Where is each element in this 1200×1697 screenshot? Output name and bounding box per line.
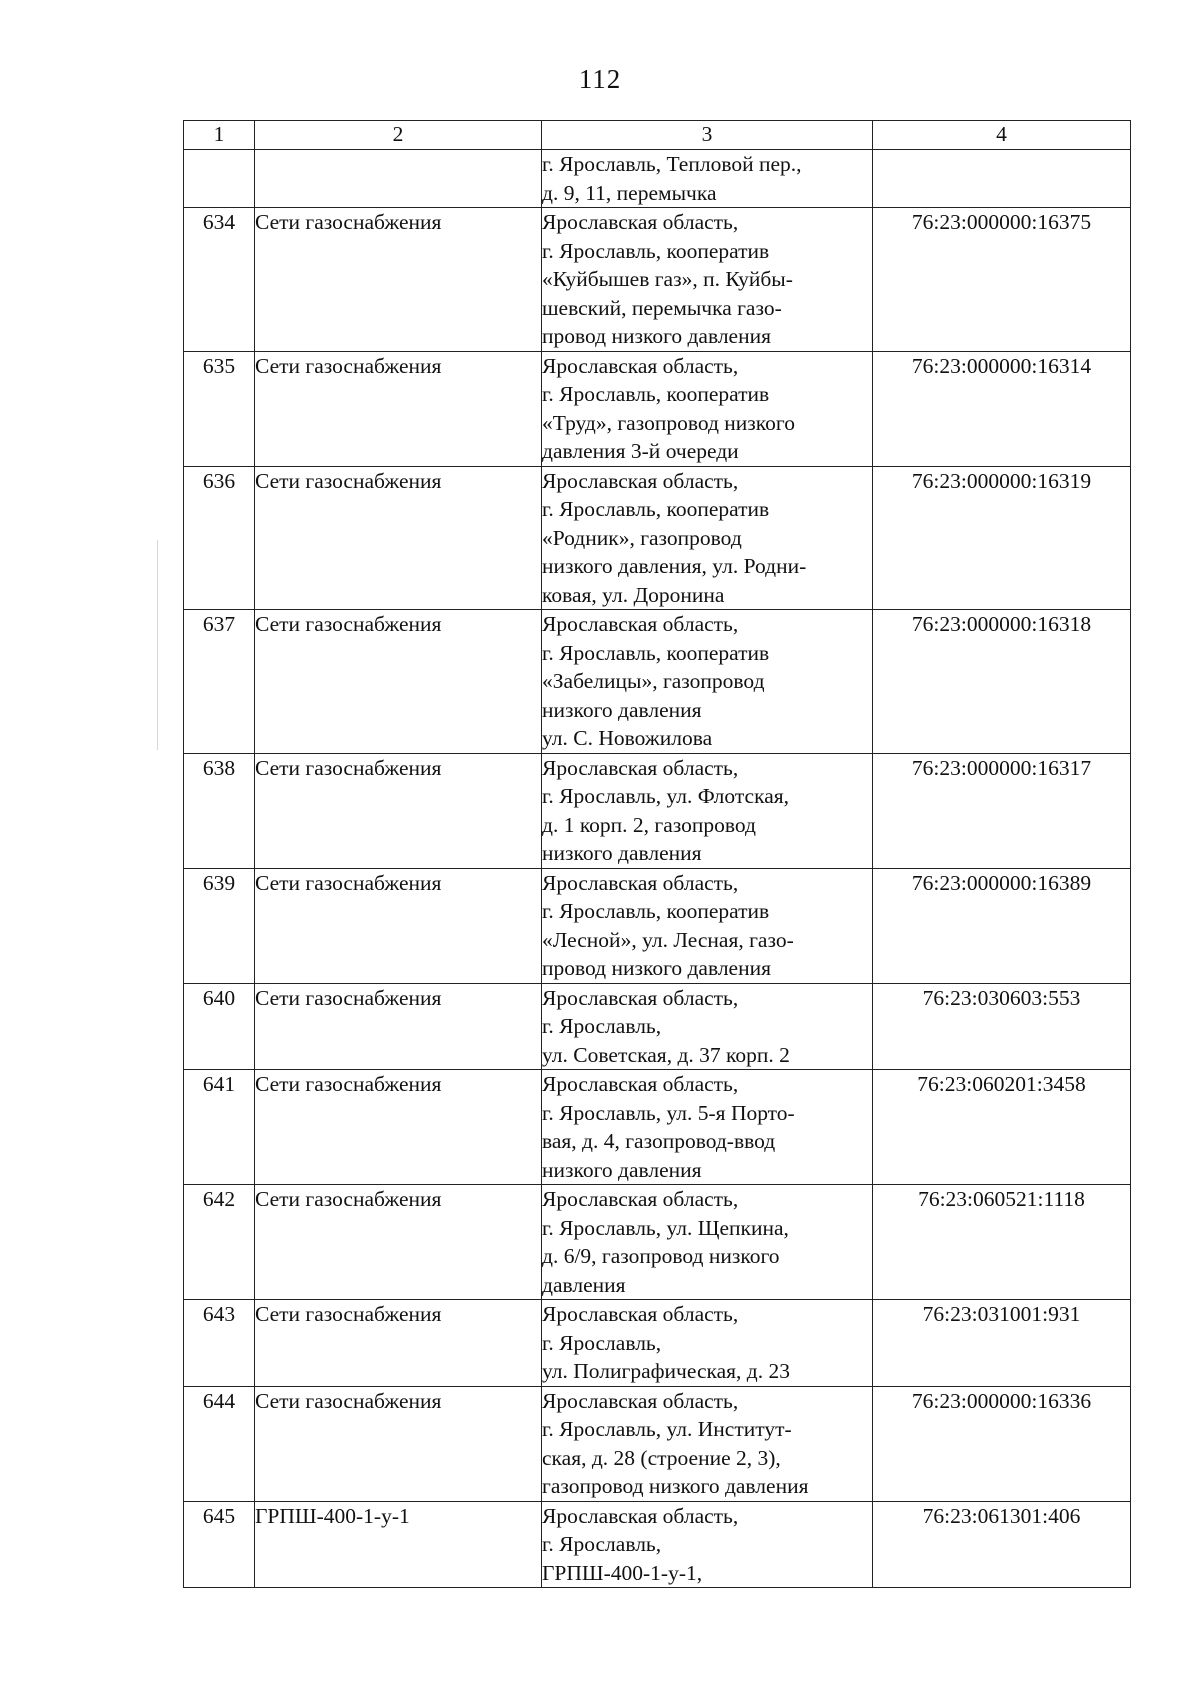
row-number-cell	[184, 150, 255, 208]
row-number-cell: 634	[184, 208, 255, 352]
cadastral-number-cell: 76:23:000000:16318	[873, 610, 1131, 754]
row-number-cell: 642	[184, 1185, 255, 1300]
column-header-1: 1	[184, 121, 255, 150]
address-cell	[542, 753, 873, 868]
address-line: Ярославская область,	[542, 1503, 739, 1528]
address-line: Ярославская область,	[542, 985, 739, 1010]
row-number-cell: 641	[184, 1070, 255, 1185]
table-row	[184, 1386, 1131, 1501]
address-cell	[542, 983, 873, 1070]
address-line: ГРПШ-400-1-у-1,	[542, 1560, 703, 1585]
address-cell	[542, 1386, 873, 1501]
address-line: Ярославская область,	[542, 755, 739, 780]
address-line: давления	[542, 1272, 626, 1297]
row-number-cell: 635	[184, 351, 255, 466]
address-line: Ярославская область,	[542, 210, 739, 234]
object-name-cell: Сети газоснабжения	[255, 466, 542, 610]
row-number-cell: 644	[184, 1386, 255, 1501]
table-row	[184, 1185, 1131, 1300]
address-line: Ярославская область,	[542, 353, 739, 378]
address-line: Ярославская область,	[542, 1302, 739, 1326]
address-line: низкого давления	[542, 697, 702, 722]
address-line: Ярославская область,	[542, 870, 739, 895]
address-line: провод низкого давления	[542, 956, 771, 980]
address-line: шевский, перемычка газо-	[542, 295, 782, 320]
cadastral-number-cell: 76:23:000000:16336	[873, 1386, 1131, 1501]
table-row	[184, 351, 1131, 466]
cadastral-number-cell: 76:23:000000:16389	[873, 868, 1131, 983]
row-number-cell: 638	[184, 753, 255, 868]
object-name-cell: Сети газоснабжения	[255, 610, 542, 754]
address-line: низкого давления	[542, 841, 702, 865]
object-name-cell: ГРПШ-400-1-у-1	[255, 1501, 542, 1588]
table-row	[184, 1070, 1131, 1185]
address-line: давления 3-й очереди	[542, 439, 739, 463]
address-line: ул. Советская, д. 37 корп. 2	[542, 1042, 790, 1067]
table-row	[184, 1501, 1131, 1588]
page-number: 112	[578, 64, 622, 94]
address-line: г. Ярославль,	[542, 1532, 662, 1556]
address-line: д. 6/9, газопровод низкого	[542, 1244, 780, 1268]
cadastral-number-cell: 76:23:060201:3458	[873, 1070, 1131, 1185]
address-line: «Родник», газопровод	[542, 525, 742, 550]
cadastral-number-cell: 76:23:030603:553	[873, 983, 1131, 1070]
table-header-row	[184, 121, 1131, 150]
address-line: вая, д. 4, газопровод-ввод	[542, 1129, 776, 1153]
cadastral-number-cell: 76:23:000000:16319	[873, 466, 1131, 610]
address-line: Ярославская область,	[542, 1388, 739, 1413]
address-cell	[542, 208, 873, 352]
cadastral-number-cell	[873, 150, 1131, 208]
address-line: г. Ярославль, ул. 5-я Порто-	[542, 1100, 795, 1125]
address-line: г. Ярославль, ул. Щепкина,	[542, 1215, 789, 1240]
table-row	[184, 150, 1131, 208]
address-cell	[542, 466, 873, 610]
column-header-3: 3	[542, 121, 873, 150]
address-line: г. Ярославль,	[542, 1014, 662, 1038]
address-line: ул. Полиграфическая, д. 23	[542, 1359, 790, 1383]
object-name-cell: Сети газоснабжения	[255, 1185, 542, 1300]
address-line: г. Ярославль, ул. Институт-	[542, 1417, 792, 1441]
address-line: ковая, ул. Доронина	[542, 582, 725, 607]
address-line: Ярославская область,	[542, 468, 739, 493]
address-line: г. Ярославль, кооператив	[542, 382, 770, 406]
object-name-cell: Сети газоснабжения	[255, 868, 542, 983]
address-cell	[542, 868, 873, 983]
table-row	[184, 868, 1131, 983]
table-row	[184, 466, 1131, 610]
address-line: «Труд», газопровод низкого	[542, 410, 795, 435]
scan-edge-mark	[157, 540, 158, 750]
cadastral-number-cell: 76:23:000000:16375	[873, 208, 1131, 352]
address-line: г. Ярославль, Тепловой пер.,	[542, 152, 802, 176]
address-line: г. Ярославль, ул. Флотская,	[542, 784, 790, 808]
object-name-cell: Сети газоснабжения	[255, 351, 542, 466]
object-name-cell	[255, 150, 542, 208]
table-row	[184, 610, 1131, 754]
address-cell	[542, 1185, 873, 1300]
address-line: г. Ярославль, кооператив	[542, 238, 770, 263]
column-header-2: 2	[255, 121, 542, 150]
row-number-cell: 639	[184, 868, 255, 983]
address-cell	[542, 1501, 873, 1588]
address-line: низкого давления	[542, 1157, 702, 1182]
table-row	[184, 753, 1131, 868]
address-line: д. 9, 11, перемычка	[542, 180, 717, 205]
address-cell	[542, 1070, 873, 1185]
address-cell	[542, 351, 873, 466]
address-cell	[542, 1300, 873, 1387]
address-line: г. Ярославль, кооператив	[542, 497, 770, 521]
registry-table	[183, 120, 1131, 1588]
address-line: ул. С. Новожилова	[542, 726, 713, 750]
address-line: Ярославская область,	[542, 1072, 739, 1096]
object-name-cell: Сети газоснабжения	[255, 1386, 542, 1501]
row-number-cell: 637	[184, 610, 255, 754]
address-line: низкого давления, ул. Родни-	[542, 554, 807, 578]
object-name-cell: Сети газоснабжения	[255, 1070, 542, 1185]
cadastral-number-cell: 76:23:061301:406	[873, 1501, 1131, 1588]
row-number-cell: 645	[184, 1501, 255, 1588]
address-line: Ярославская область,	[542, 612, 739, 636]
table-row	[184, 208, 1131, 352]
column-header-4: 4	[873, 121, 1131, 150]
object-name-cell: Сети газоснабжения	[255, 753, 542, 868]
address-line: ская, д. 28 (строение 2, 3),	[542, 1445, 781, 1470]
object-name-cell: Сети газоснабжения	[255, 208, 542, 352]
address-line: Ярославская область,	[542, 1187, 739, 1211]
address-line: г. Ярославль,	[542, 1330, 662, 1355]
row-number-cell: 640	[184, 983, 255, 1070]
row-number-cell: 643	[184, 1300, 255, 1387]
cadastral-number-cell: 76:23:060521:1118	[873, 1185, 1131, 1300]
address-cell	[542, 150, 873, 208]
address-cell	[542, 610, 873, 754]
address-line: д. 1 корп. 2, газопровод	[542, 812, 756, 837]
address-line: провод низкого давления	[542, 324, 771, 348]
object-name-cell: Сети газоснабжения	[255, 983, 542, 1070]
address-line: «Куйбышев газ», п. Куйбы-	[542, 267, 793, 291]
object-name-cell: Сети газоснабжения	[255, 1300, 542, 1387]
address-line: газопровод низкого давления	[542, 1474, 809, 1498]
row-number-cell: 636	[184, 466, 255, 610]
cadastral-number-cell: 76:23:000000:16314	[873, 351, 1131, 466]
address-line: г. Ярославль, кооператив	[542, 899, 770, 923]
address-line: «Лесной», ул. Лесная, газо-	[542, 927, 794, 952]
address-line: г. Ярославль, кооператив	[542, 640, 770, 665]
address-line: «Забелицы», газопровод	[542, 669, 765, 693]
table-row	[184, 983, 1131, 1070]
cadastral-number-cell: 76:23:000000:16317	[873, 753, 1131, 868]
cadastral-number-cell: 76:23:031001:931	[873, 1300, 1131, 1387]
registry-table-body	[184, 121, 1131, 1588]
table-row	[184, 1300, 1131, 1387]
